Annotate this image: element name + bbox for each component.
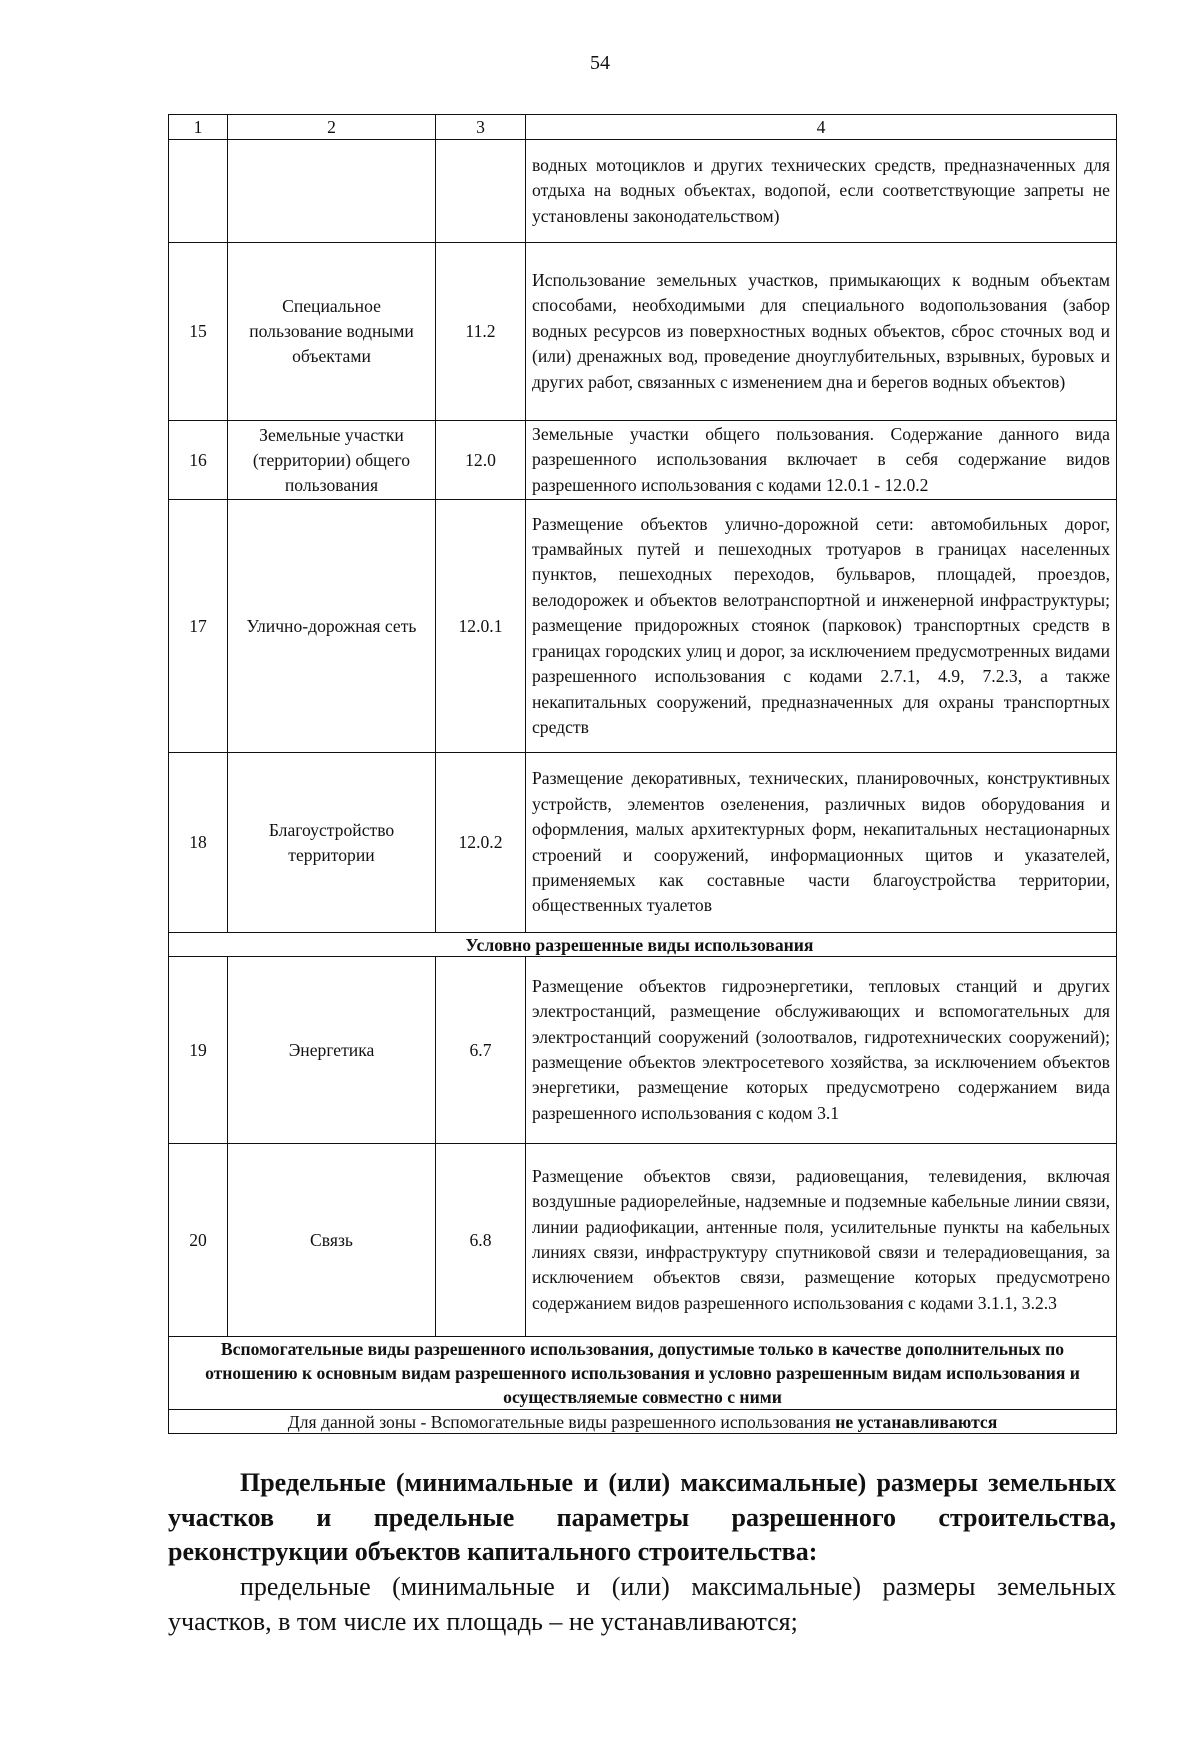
row-description: Использование земельных участков, примыкающих к водным объектам способами, необходимыми для специального водопользования (забор водных ресурсов из поверхностных водных объектов, сброс сточных вод и (или) дренажных вод, проведение дноуглубительных, взрывных, буровых и других работ, связанных с изменением дна и берегов водных объектов) — [526, 243, 1117, 421]
limits-body: предельные (минимальные и (или) максимальные) размеры земельных участков, в том числе их площадь – не устанавливаются; — [168, 1572, 1116, 1636]
table-row-continuation — [169, 140, 1117, 243]
row-number: 20 — [169, 1144, 228, 1337]
aux-note-row — [169, 1410, 1117, 1434]
table-row — [169, 957, 1117, 1144]
header-col-3: 3 — [436, 115, 526, 140]
header-col-4: 4 — [526, 115, 1117, 140]
row-number: 18 — [169, 753, 228, 933]
row-code: 6.7 — [436, 957, 526, 1144]
row-name: Земельные участки (территории) общего пользования — [228, 421, 436, 500]
row-name: Энергетика — [228, 957, 436, 1144]
row-number: 19 — [169, 957, 228, 1144]
row-description: Размещение объектов улично-дорожной сети: автомобильных дорог, трамвайных путей и пешеходных тротуаров в границах населенных пунктов, пешеходных переходов, бульваров, площадей, проездов, велодорожек и объектов велотранспортной и инженерной инфраструктуры; размещение придорожных стоянок (парковок) транспортных средств в границах городских улиц и дорог, за исключением предусмотренных видами разрешенного использования с кодами 2.7.1, 4.9, 7.2.3, а также некапитальных сооружений, предназначенных для охраны транспортных средств — [526, 500, 1117, 753]
section-row-conditional — [169, 933, 1117, 957]
table-row — [169, 243, 1117, 421]
table-row — [169, 500, 1117, 753]
row-code: 11.2 — [436, 243, 526, 421]
row-description: Земельные участки общего пользования. Содержание данного вида разрешенного использования включает в себя содержание видов разрешенного использования с кодами 12.0.1 - 12.0.2 — [526, 421, 1117, 500]
table-row — [169, 753, 1117, 933]
section-title-auxiliary: Вспомогательные виды разрешенного использования, допустимые только в качестве дополнительных по отношению к основным видам разрешенного использования и условно разрешенным видам использования и осуществляемые совместно с ними — [169, 1337, 1117, 1410]
row-description: Размещение объектов гидроэнергетики, тепловых станций и других электростанций, размещение обслуживающих и вспомогательных для электростанций сооружений (золоотвалов, гидротехнических сооружений); размещение объектов электросетевого хозяйства, за исключением объектов энергетики, размещение которых предусмотрено содержанием вида разрешенного использования с кодом 3.1 — [526, 957, 1117, 1144]
row-description: Размещение декоративных, технических, планировочных, конструктивных устройств, элементов озеленения, различных видов оборудования и оформления, малых архитектурных форм, некапитальных нестационарных строений и сооружений, информационных щитов и указателей, применяемых как составные части благоустройства территории, общественных туалетов — [526, 753, 1117, 933]
row-code: 12.0.2 — [436, 753, 526, 933]
section-row-auxiliary — [169, 1337, 1117, 1410]
table-row — [169, 421, 1117, 500]
row-code: 6.8 — [436, 1144, 526, 1337]
limits-heading: Предельные (минимальные и (или) максимальные) размеры земельных участков и предельные параметры разрешенного строительства, реконструкции объектов капитального строительства: — [168, 1468, 1116, 1566]
page-number: 54 — [590, 52, 610, 74]
header-col-1: 1 — [169, 115, 228, 140]
continuation-description: водных мотоциклов и других технических средств, предназначенных для отдыха на водных объектах, водопой, если соответствующие запреты не установлены законодательством) — [526, 140, 1117, 243]
row-name: Благоустройство территории — [228, 753, 436, 933]
table-header-row — [169, 115, 1117, 140]
row-code: 12.0.1 — [436, 500, 526, 753]
row-name: Специальное пользование водными объектами — [228, 243, 436, 421]
row-number: 16 — [169, 421, 228, 500]
row-name: Улично-дорожная сеть — [228, 500, 436, 753]
row-number: 15 — [169, 243, 228, 421]
row-code: 12.0 — [436, 421, 526, 500]
aux-note-bold: не устанавливаются — [835, 1411, 998, 1432]
row-description: Размещение объектов связи, радиовещания, телевидения, включая воздушные радиорелейные, надземные и подземные кабельные линии связи, линии радиофикации, антенные поля, усилительные пункты на кабельных линиях связи, инфраструктуру спутниковой связи и телерадиовещания, за исключением объектов связи, размещение которых предусмотрено содержанием видов разрешенного использования с кодами 3.1.1, 3.2.3 — [526, 1144, 1117, 1337]
row-number: 17 — [169, 500, 228, 753]
aux-note-text: Для данной зоны - Вспомогательные виды разрешенного использования — [287, 1411, 836, 1432]
table-row — [169, 1144, 1117, 1337]
aux-note — [169, 1410, 1117, 1434]
land-use-table — [168, 114, 1117, 1434]
section-title-conditional: Условно разрешенные виды использования — [169, 933, 1117, 957]
header-col-2: 2 — [228, 115, 436, 140]
row-name: Связь — [228, 1144, 436, 1337]
